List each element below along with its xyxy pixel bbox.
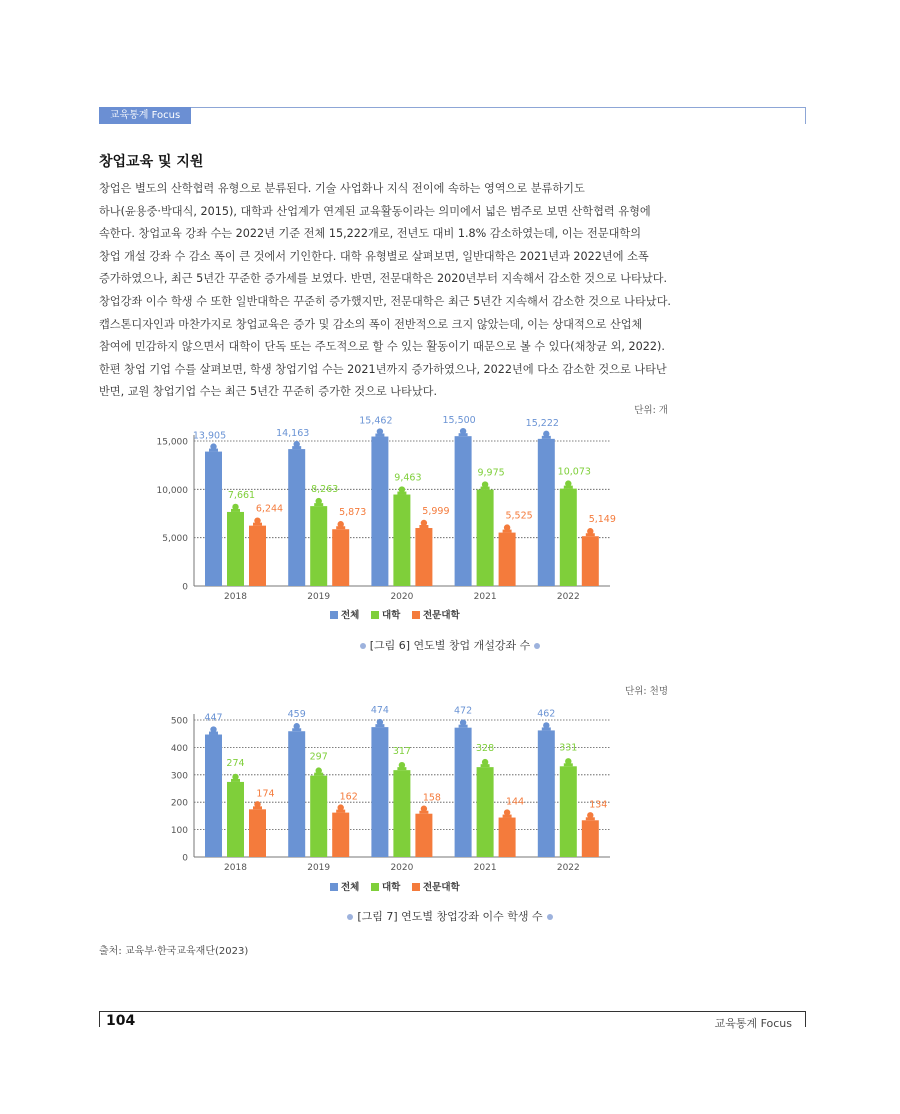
bar-marker-base-icon (209, 732, 218, 735)
body-line: 캡스톤디자인과 마찬가지로 창업교육은 증가 및 감소의 폭이 전반적으로 크지 않았는데, 이는 상대적으로 산업체 (99, 317, 643, 331)
bar (415, 814, 432, 857)
body-line: 창업 개설 강좌 수 감소 폭이 큰 것에서 기인한다. 대학 유형별로 살펴보면, 일반대학은 2021년과 2022년에 소폭 (99, 249, 649, 263)
data-label: 331 (559, 742, 578, 754)
data-label: 15,222 (525, 417, 559, 429)
x-tick-label: 2018 (224, 592, 247, 602)
header-tab: 교육통계 Focus (99, 107, 191, 124)
bar-marker-base-icon (542, 727, 551, 730)
data-label: 474 (370, 705, 389, 717)
footer-rule-left (99, 1011, 100, 1027)
data-label: 10,073 (557, 466, 591, 478)
data-label: 459 (287, 709, 306, 721)
y-tick-label: 5,000 (162, 534, 188, 545)
data-label: 472 (454, 705, 473, 717)
bar (205, 735, 222, 857)
bar (310, 776, 327, 857)
legend-label: 전문대학 (423, 610, 460, 621)
body-line: 참여에 민감하지 않으면서 대학이 단독 또는 주도적으로 할 수 있는 활동이기 때문으로 볼 수 있다(채창균 외, 2022). (99, 340, 665, 354)
chart1-caption-text: [그림 6] 연도별 창업 개설강좌 수 (369, 639, 531, 652)
bar-marker-base-icon (459, 725, 468, 728)
bar-marker-base-icon (375, 724, 384, 727)
body-line: 창업은 별도의 산학협력 유형으로 분류된다. 기술 사업화나 지식 전이에 속하는 영역으로 분류하기도 (99, 182, 585, 195)
x-tick-label: 2022 (556, 863, 580, 873)
bar-marker-base-icon (336, 810, 345, 813)
x-tick-label: 2018 (224, 863, 247, 873)
x-tick-label: 2021 (473, 592, 497, 602)
bar (393, 770, 410, 857)
y-tick-label: 0 (182, 582, 188, 593)
y-tick-label: 400 (170, 743, 188, 754)
legend-label: 전체 (341, 882, 360, 893)
data-label: 174 (256, 788, 275, 800)
data-label: 158 (422, 792, 441, 804)
caption-dot-right (547, 914, 553, 920)
data-label: 8,263 (311, 484, 339, 496)
bar (288, 731, 305, 857)
body-line: 반면, 교원 창업기업 수는 최근 5년간 꾸준히 증가한 것으로 나타났다. (99, 385, 438, 399)
legend-swatch (330, 883, 338, 891)
data-label: 6,244 (255, 503, 284, 515)
footer-title: 교육통계 Focus (714, 1017, 792, 1030)
data-label: 462 (537, 708, 556, 720)
data-label: 162 (339, 791, 358, 803)
bar-marker-base-icon (231, 779, 240, 782)
chart2-caption-text: [그림 7] 연도별 창업강좌 이수 학생 수 (357, 910, 543, 923)
data-label: 9,975 (477, 467, 505, 479)
body-line: 창업강좌 이수 학생 수 또한 일반대학은 꾸준히 증가했지만, 전문대학은 최근 5년간 지속해서 감소한 것으로 나타났다. (99, 294, 671, 308)
data-label: 13,905 (192, 430, 227, 442)
data-label: 274 (226, 757, 245, 769)
chart2-caption (0, 908, 900, 924)
bar-marker-base-icon (292, 728, 301, 731)
legend-label: 대학 (382, 610, 401, 621)
body-line: 증가하였으나, 최근 5년간 꾸준한 증가세를 보였다. 반면, 전문대학은 2020년부터 지속해서 감소한 것으로 나타났다. (99, 272, 668, 286)
x-tick-label: 2022 (556, 592, 580, 602)
bar (371, 727, 388, 857)
bar (332, 813, 349, 857)
data-label: 297 (309, 751, 328, 763)
y-tick-label: 200 (170, 798, 188, 809)
y-tick-label: 15,000 (156, 437, 188, 448)
footer-rule (99, 1011, 805, 1012)
x-tick-label: 2019 (307, 863, 331, 873)
bar (560, 766, 577, 857)
chart2-unit-label: 단위: 천명 (625, 686, 668, 697)
y-tick-label: 500 (170, 716, 188, 727)
bar-marker-base-icon (419, 811, 428, 814)
y-tick-label: 10,000 (156, 485, 188, 496)
data-label: 9,463 (394, 472, 422, 484)
bar-marker-base-icon (564, 763, 573, 766)
y-tick-label: 300 (170, 771, 188, 782)
legend-swatch (412, 883, 420, 891)
bar-marker-base-icon (253, 806, 262, 809)
legend-label: 전문대학 (423, 882, 460, 893)
data-label: 14,163 (276, 428, 310, 440)
body-line: 속한다. 창업교육 강좌 수는 2022년 기준 전체 15,222개로, 전년도 대비 1.8% 감소하였는데, 이는 전문대학의 (99, 227, 641, 241)
data-label: 5,999 (422, 506, 450, 518)
data-label: 5,149 (588, 514, 616, 526)
data-label: 7,661 (227, 489, 256, 501)
source-note: 출처: 교육부·한국교육재단(2023) (99, 946, 249, 957)
x-tick-label: 2020 (390, 592, 414, 602)
caption-dot-left (347, 914, 353, 920)
bar (455, 728, 472, 857)
bar (477, 767, 494, 857)
bar (582, 820, 599, 857)
bar (499, 818, 516, 857)
data-label: 328 (476, 743, 495, 755)
data-label: 134 (589, 799, 608, 811)
x-tick-label: 2020 (390, 863, 414, 873)
y-tick-label: 100 (170, 826, 188, 837)
legend-label: 대학 (382, 882, 401, 893)
bar-marker-base-icon (586, 817, 595, 820)
chart1-unit-label: 단위: 개 (634, 405, 668, 416)
footer-rule-right (805, 1011, 806, 1027)
data-label: 317 (392, 746, 411, 758)
data-label: 15,500 (442, 415, 476, 427)
x-tick-label: 2021 (473, 863, 497, 873)
data-label: 15,462 (359, 415, 393, 427)
body-line: 한편 창업 기업 수를 살펴보면, 학생 창업기업 수는 2021년까지 증가하였으나, 2022년에 다소 감소한 것으로 나타난 (99, 362, 667, 376)
bar-marker-base-icon (481, 764, 490, 767)
section-title: 창업교육 및 지원 (99, 154, 204, 170)
data-label: 144 (506, 796, 525, 808)
legend-label: 전체 (341, 610, 360, 621)
x-tick-label: 2019 (307, 592, 331, 602)
data-label: 5,873 (339, 507, 367, 519)
data-label: 5,525 (505, 510, 533, 522)
y-tick-label: 0 (182, 853, 188, 864)
bar (249, 809, 266, 857)
body-line: 하나(윤용중·박대식, 2015), 대학과 산업계가 연계된 교육활동이라는 의미에서 넓은 범주로 보면 산학협력 유형에 (99, 204, 651, 218)
bar-marker-base-icon (503, 815, 512, 818)
data-label: 447 (204, 712, 223, 724)
bar (538, 730, 555, 857)
legend-swatch (371, 883, 379, 891)
bar (227, 782, 244, 857)
bar-marker-base-icon (397, 767, 406, 770)
bar-marker-base-icon (314, 773, 323, 776)
page-number: 104 (106, 1013, 136, 1029)
